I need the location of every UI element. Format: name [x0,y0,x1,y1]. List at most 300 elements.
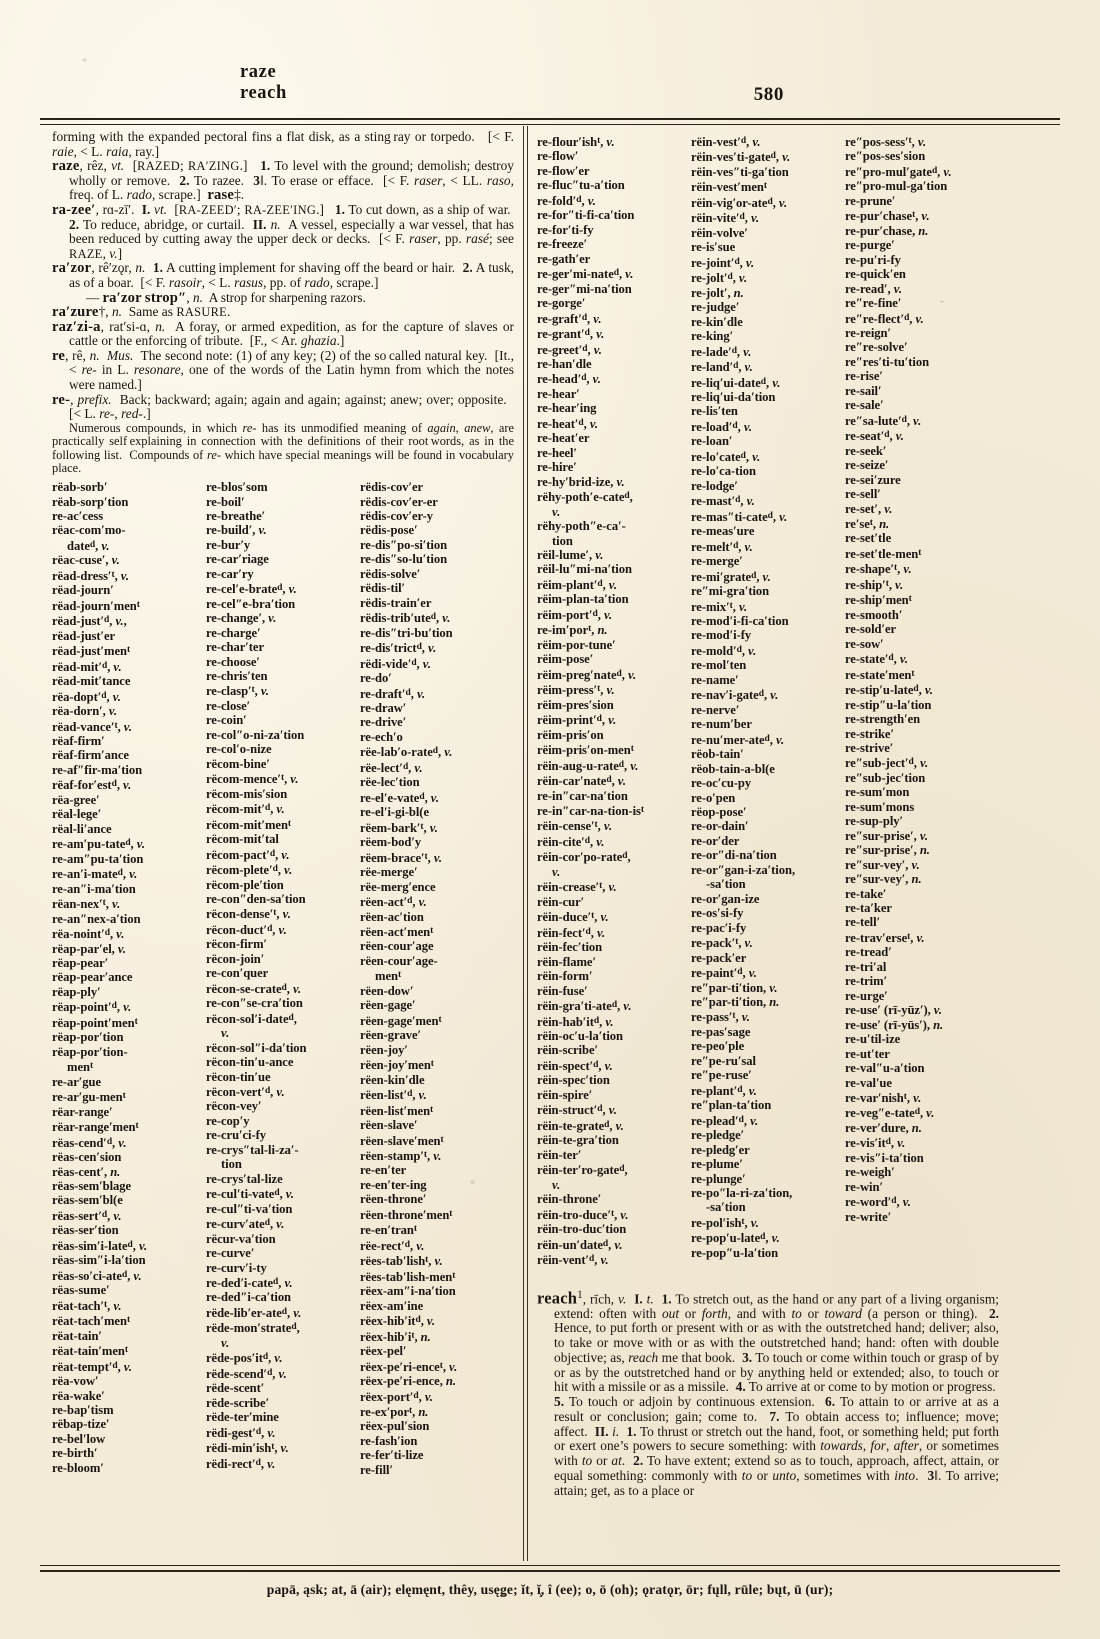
compound-word: $re-in''car-na-tion-is^t$ [537,803,645,818]
compound-word: re-ac′cess [52,508,104,523]
compound-word: re-lo′cate$^d$, v. [691,449,761,464]
compound-word: rëa-gree′ [52,792,100,807]
compound-word: v. [221,1335,230,1350]
compound-word: re″sur-vey′, n. [845,872,922,887]
compound-word: rëen-joy′ [360,1042,408,1057]
compound-word: re-weigh′ [845,1165,895,1180]
compound-word: re″sur-prise′, v. [845,828,928,843]
compound-word: date$^d$, v. [67,538,110,553]
compound-word: re-set′tle [845,531,892,546]
compound-word: re-bap′tism [52,1402,114,1417]
compound-word: $rëdi-rect'^d$, v. [206,1456,276,1471]
compound-word: re″plan-ta′tion [691,1098,772,1113]
compound-word: re-cel′e-brate$^d$, v. [206,582,297,597]
compound-word: $rëin-cense'^t$, v. [537,819,613,834]
compound-word: re-ded′i-cate$^d$, v. [206,1276,293,1290]
compound-word: rëin-spec′tion [537,1073,610,1088]
compound-word: rëen-kin′dle [360,1072,425,1087]
compound-word: re-chris′ten [206,668,268,683]
compound-word: re-read′, v. [845,281,902,296]
compound-word: $rëad-vance'^t$, v. [52,719,132,734]
compound-word: rëdis-train′er [360,595,432,610]
compound-word: rëcon-tin′ue [206,1069,271,1084]
dictionary-entry-razure: ra′zure†, n. Same as RASURE. [52,303,231,320]
compound-word: re-pack′er [691,950,747,965]
compound-word: $re-paint'^d$, v. [691,966,757,981]
compound-word: rëat-tach′men$^t$ [52,1314,131,1329]
compound-word: rëdis-pose′ [360,523,418,538]
compound-word: $re-ship'^t$, v. [845,577,904,592]
compound-word: re-mod′i-fi-ca′tion [691,614,789,629]
compound-word: rëdis-cov′er-er [360,494,438,509]
compound-word: rëim-por-tune′ [537,637,616,652]
compound-word: re-seek′ [845,443,887,458]
compound-word: re-an″i-ma′tion [52,881,136,896]
compound-word: re-sail′ [845,383,882,398]
compound-word: rëar-range′ [52,1104,113,1119]
compound-word: re-state′men$^t$ [845,667,915,682]
compound-word: re-os′si-fy [691,906,744,921]
compound-word: rëde-mon′strate$^d$, [206,1321,300,1336]
paper-speck [470,1180,475,1184]
compound-word: re-fill′ [360,1462,393,1477]
compound-word: $rëad-dress'^t$, v. [52,568,129,583]
compound-word: re″re-solve′ [845,340,908,355]
compound-word: re-val″u-a′tion [845,1061,925,1076]
compound-word: $rëim-port'^d$, v. [537,607,613,622]
compound-word: $re-clasp'^t$, v. [206,684,270,699]
compound-word: re-ta′ker [845,901,892,916]
compound-word: $rëad-just'^d$, v., [52,614,127,629]
dictionary-entry-razor-strop: — ra′zor strop″, n. A strop for sharpening razors. [86,289,366,306]
compound-word: rëes-tab′lish$^t$, v. [360,1254,443,1269]
compound-word: -sa′tion [706,877,746,892]
compound-word: re-num′ber [691,717,752,732]
compound-word: $re-draft'^d$, v. [360,686,426,701]
compound-word: re-flour′ish$^t$, v. [537,135,615,150]
compound-word: rëen-grave′ [360,1028,422,1043]
compound-word: rëaf-firm′ [52,734,105,749]
running-head-words [240,62,287,104]
compound-word: rëcon-vey′ [206,1099,262,1114]
compound-word: rëab-sorb′ [52,480,108,495]
compound-word: re-take′ [845,886,887,901]
right_column-sublist-1 [537,134,691,1268]
compound-word: $rëap-point'^d$, v. [52,1000,132,1015]
compound-word: re-write′ [845,1209,892,1224]
compound-word: $rëim-print'^d$, v. [537,713,617,728]
compound-word: rëab-sorp′tion [52,494,129,509]
compound-word: re-o′pen [691,790,736,805]
compound-word: re-tread′ [845,945,892,960]
compound-word: re-con″se-cra′tion [206,996,303,1011]
page-number: 580 [753,84,784,105]
compound-word: rëen-joy′men$^t$ [360,1058,434,1073]
compound-word: re-stip″u-la′tion [845,697,932,712]
compound-word: re-smooth′ [845,607,903,622]
left-column [52,130,514,1477]
compound-word: $rëde-scend'^d$, v. [206,1366,287,1381]
compound-word: rëa-dorn′, v. [52,704,118,719]
compound-word: rëas-sume′ [52,1283,110,1298]
compound-word: $re-joint'^d$, v. [691,255,755,270]
compound-word: rëen-ac′tion [360,909,424,924]
compound-word: re-pop″u-la′tion [691,1245,779,1260]
compound-word: re-pledg′er [691,1142,750,1157]
compound-word: re-an′i-mate$^d$, v. [52,867,138,882]
compound-word: re-vis″i-ta′tion [845,1150,924,1165]
compound-word: re-po″la-ri-za′tion, [691,1185,793,1200]
compound-word: re-crys′tal-lize [206,1171,283,1186]
compound-word: rëin-ves′ti-gate$^d$, v. [691,150,791,165]
compound-word: rëdis-cov′er [360,480,424,495]
compound-word: re-judge′ [691,300,740,315]
compound-word: $rëem-brace'^t$, v. [360,850,443,865]
compound-word: rëaf-for′est$^d$, v. [52,778,132,793]
compound-word: re-mi′grate$^d$, v. [691,569,771,584]
compound-word: rëad-just′er [52,628,116,643]
compound-word: re″pro-mul-ga′tion [845,179,948,194]
compound-word: re-pledge′ [691,1128,745,1143]
compound-word: re-dis″tri-bu′tion [360,625,453,640]
compound-word: rëin-flame′ [537,954,596,969]
compound-word: re-trim′ [845,974,888,989]
compound-word: re-ar′gue [52,1074,102,1089]
compound-word: re-pol′ish$^t$, v. [691,1215,759,1230]
compound-word: rëde-ter′mine [206,1410,279,1425]
compound-word: rëap-por′tion- [52,1044,128,1059]
compound-word: rëe-lec′tion [360,775,420,790]
compound-word: re-nerve′ [691,702,740,717]
compound-word: rëad-just′men$^t$ [52,644,131,659]
compound-word: re-flow′ [537,149,579,164]
compound-word: re″sur-prise′, n. [845,843,930,858]
compound-word: re-prune′ [845,193,896,208]
compound-word: re-merge′ [691,554,743,569]
compound-word: rëen-dow′ [360,983,414,998]
compound-word: re-crys″tal-li-za′- [206,1142,299,1157]
compound-word: re-han′dle [537,356,592,371]
compound-word: re-purge′ [845,238,895,253]
compound-word: $rëin-duce'^t$, v. [537,910,609,925]
compound-word: $re-vis'it^d$, v. [845,1136,906,1151]
compound-word: $rëim-plant'^d$, v. [537,577,617,592]
compound-word: $rëen-stamp'^t$, v. [360,1149,442,1164]
compound-word: re-pur′chase, n. [845,223,929,238]
compound-word: rëen-throne′men$^t$ [360,1207,453,1222]
compound-word: re-strive′ [845,741,894,756]
compound-word: re-an″nex-a′tion [52,911,141,926]
compound-word: rëex-pul′sion [360,1419,430,1434]
left_column-sublist-1 [52,480,206,1477]
compound-word: re-strike′ [845,726,894,741]
compound-word: $rëcom-mence'^t$, v. [206,772,299,787]
compound-word: re-tri′al [845,959,887,974]
compound-word: re-am″pu-ta′tion [52,851,144,866]
compound-word: re-fluc″tu-a′tion [537,178,625,193]
compound-word: $re-load'^d$, v. [691,419,752,434]
compound-word: re-or′der [691,833,740,848]
compound-word: re-var′nish$^t$, v. [845,1090,922,1105]
compound-word: v. [552,504,561,519]
compound-word: $re''re-flect'^d$, v. [845,311,924,326]
paper-speck [940,300,944,303]
compound-word: $rëad-mit'^d$, v. [52,659,122,674]
compound-word: rëap-ply′ [52,984,101,999]
compound-word: $rëex-hib'i^t$, n. [360,1329,431,1344]
compound-word: rëcon-firm′ [206,937,268,952]
compound-word: rëen-gage′men$^t$ [360,1013,442,1028]
compound-word: re-nu′mer-ate$^d$, v. [691,732,785,747]
compound-word: rëdi-min′ish$^t$, v. [206,1441,289,1456]
compound-word: -sa′tion [706,1200,746,1215]
dictionary-entry-razee: ra-zee′, rɑ-zī′. I. vt. [RA-ZEED′; RA-ZEE′ING.] 1. To cut down, as a ship of war. 2. To reduce, abridge, or curtail. II. n. A vessel, especially a war vessel, that has been reduced by cutting away the upper deck or decks. [< F. raser, pp. rasé; see RAZE, v.] [52,201,514,261]
left-compound-wordlist [52,480,514,1477]
compound-word: re-sum′mons [845,799,915,814]
compound-word: re-heat′er [537,431,590,446]
compound-word: rëcom-bine′ [206,756,270,771]
compound-word: re-ship′men$^t$ [845,593,912,608]
compound-word: re-col″o-ni-za′tion [206,727,305,742]
compound-word: $rëat-tempt'^d$, v. [52,1359,132,1374]
compound-word: re-kin′dle [691,314,743,329]
compound-word: $rëin-fect'^d$, v. [537,925,606,940]
compound-word: $rëas-cend'^d$, v. [52,1135,127,1150]
dictionary-entry-razor: ra′zor, rê′zǫr, n. 1. A cutting implement for shaving off the beard or hair. 2. A tusk, as of a boar. [< F. rasoir, < L. rasus, pp. of rado, scrape.] [52,260,514,290]
compound-word: re-bloom′ [52,1460,104,1475]
compound-word: $re-head'^d$, v. [537,372,601,387]
compound-word: rëdis-cov′er-y [360,508,434,523]
compound-word: rëap-pear′ance [52,970,133,985]
compound-word: re-el′i-gi-bl(e [360,805,429,820]
running-head-first-word: raze [240,62,277,82]
compound-word: re-or″gan-i-za′tion, [691,862,796,877]
compound-word: $re''sa-lute'^d$, v. [845,413,922,428]
compound-word: rëin-spire′ [537,1087,593,1102]
compound-word: $rëin-tro-duce'^t$, v. [537,1207,629,1222]
compound-word: rëad-journ′men$^t$ [52,598,140,613]
compound-word: re″sub-jec′tion [845,770,926,785]
compound-word: rëen-list′men$^t$ [360,1103,434,1118]
compound-word: re″pe-ru′sal [691,1053,756,1068]
compound-word: $re-greet'^d$, v. [537,342,602,357]
compound-word: $re-mix'^t$, v. [691,599,748,614]
compound-word: re-win′ [845,1179,883,1194]
compound-word: re-sow′ [845,636,884,651]
compound-word: re-hear′ [537,386,580,401]
compound-word: rëde-scent′ [206,1381,265,1396]
compound-word: re-in″car-na′tion [537,788,628,803]
compound-word: $rëdi-vide'^d$, v. [360,656,431,671]
compound-word: re-oc′cu-py [691,776,752,791]
compound-word: re-dis″po-si′tion [360,537,448,552]
header-rule [40,118,1060,125]
compound-word: rëin-ter′ro-gate$^d$, [537,1163,628,1178]
compound-word: re-plume′ [691,1157,743,1172]
compound-word: re-strength′en [845,712,921,727]
compound-word: tion [221,1157,242,1172]
compound-word: rëde-lib′er-ate$^d$, v. [206,1305,302,1320]
dictionary-entry-re-note: re, rê, n. Mus. The second note: (1) of any key; (2) of the so called natural key. [It., < re- in L. resonare, one of the words of the Latin hymn from which the notes were named.] [52,347,515,392]
compound-word: re-fer′ti-lize [360,1448,424,1463]
compound-word: rëob-tain′ [691,747,744,762]
compound-note: Numerous compounds, in which re- has its unmodified meaning of again, anew, are practically self explaining in connection with the definitions of their root words, as in the following list. Compounds of re- which have special meanings will be found in vocabulary place. [52,420,515,476]
dictionary-entry-ray-continuation: forming with the expanded pectoral fins a flat disk, as a sting ray or torpedo. [< F. raie, < L. raia, ray.] [52,129,514,159]
compound-word: rëcon-se-crate$^d$, v. [206,981,302,996]
compound-word: rëil-lu″mi-na′tion [537,562,632,577]
compound-word: re-am′pu-tate$^d$, v. [52,837,145,852]
compound-word: rëin-form′ [537,969,593,984]
compound-word: re-mol′ten [691,658,747,673]
compound-word: $re-pack'^t$, v. [691,936,753,951]
compound-word: rëin-volve′ [691,225,748,240]
compound-word: $re-melt'^d$, v. [691,539,753,554]
compound-word: rëin-aug-u-rate$^d$, v. [537,758,639,773]
compound-word: $rëen-list'^d$, v. [360,1088,427,1103]
compound-word: re-mod′i-fy [691,628,752,643]
pronunciation-key: papā, ąsk; at, ā (air); elęmęnt, thêy, usęǥe; ĭt, ĭ̧, î (ee); o, ō (oh); ǫratǫr, ōr; fųll, rūle; bųt, ū (ur); [266,1582,834,1597]
compound-word: re-set′, v. [845,501,893,516]
compound-word: rëcom-mit′tal [206,832,279,847]
compound-word: $re-mold'^d$, v. [691,643,757,658]
column-divider [523,126,528,1561]
compound-word: re″par-ti′tion, v. [691,980,778,995]
compound-word: re-dis″so-lu′tion [360,552,448,567]
compound-word: rëex-pe′ri-ence$^t$, v. [360,1359,458,1374]
compound-word: re-king′ [691,329,734,344]
compound-word: re-pas′sage [691,1024,751,1039]
compound-word: rëil-lume′, v. [537,547,604,562]
compound-word: $re'se^t$, n. [845,517,890,531]
compound-word: $re-plead'^d$, v. [691,1113,759,1128]
compound-word: re-sell′ [845,487,881,502]
compound-word: re-sei′zure [845,472,901,487]
compound-word: re-or″di-na′tion [691,848,777,863]
compound-word: rëas-sem′blage [52,1178,132,1193]
compound-word: rëen-gage′ [360,998,416,1013]
compound-word: rëas-cen′sion [52,1150,122,1165]
compound-word: re-tell′ [845,915,881,930]
compound-word: $re-pass'^t$, v. [691,1010,750,1025]
compound-word: re-sup-ply′ [845,814,904,829]
compound-word: rëcom-mit′men$^t$ [206,817,292,832]
compound-word: re-sum′mon [845,785,910,800]
compound-word: re-change′, v. [206,611,277,626]
compound-word: rëas-cent′, n. [52,1164,121,1179]
compound-word: rëdis-solve′ [360,566,421,581]
compound-word: $re-plant'^d$, v. [691,1083,757,1098]
compound-word: rëhy-poth′e-cate$^d$, [537,490,633,505]
compound-word: v. [552,1177,561,1192]
compound-word: re-el′e-vate$^d$, v. [360,790,439,805]
compound-word: rëex-am″i-na′tion [360,1284,456,1299]
compound-word: rëop-pose′ [691,805,747,820]
compound-word: $rëe-lect'^d$, v. [360,760,423,775]
compound-word: re-build′, v. [206,523,267,538]
compound-word: re-hear′ing [537,401,597,416]
compound-word: re″pe-ruse′ [691,1068,752,1083]
compound-word: re-rise′ [845,369,883,384]
compound-word: re-im′por$^t$, n. [537,623,608,638]
compound-word: $rëim-press'^t$, v. [537,683,615,698]
compound-word: re-flow′er [537,163,590,178]
compound-word: rëdis-trib′ute$^d$, v. [360,611,451,626]
compound-word: rëin-throne′ [537,1192,602,1207]
footer-rule [40,1565,1060,1572]
compound-word: $re-land'^d$, v. [691,360,753,375]
compound-word: rëat-tain′men$^t$ [52,1344,128,1359]
compound-word: re-ech′o [360,729,403,744]
compound-word: $re-fold'^d$, v. [537,193,596,208]
compound-word: re-urge′ [845,988,888,1003]
compound-word: $rëex-hib'it^d$, v. [360,1314,436,1329]
compound-word: men$^t$ [375,969,402,984]
compound-word: rëbap-tize′ [52,1417,110,1432]
compound-word: re-val′ue [845,1075,892,1090]
compound-word: re-bel′low [52,1431,106,1446]
compound-word: $rëin-vite'^d$, v. [691,211,760,226]
compound-word: re-do′ [360,671,392,686]
compound-word: $re-jolt'^d$, v. [691,271,748,286]
compound-word: re-en′ter-ing [360,1177,427,1192]
compound-word: re-sold′er [845,622,897,637]
compound-word: $rëen-act'^d$, v. [360,895,427,910]
compound-word: rëcon-join′ [206,951,265,966]
compound-word: $rëin-cite'^d$, v. [537,834,605,849]
compound-word: $rëas-sert'^d$, v. [52,1208,122,1223]
compound-word: re-for″ti-fi-ca′tion [537,208,635,223]
left-entries [52,130,514,422]
compound-word: re-hy′brid-ize, v. [537,474,625,489]
compound-word: re-sale′ [845,398,884,413]
compound-word: rëin-vest′men$^t$ [691,180,767,195]
compound-word: rëap-pear′ [52,955,109,970]
compound-word: re-charge′ [206,625,261,640]
compound-word: re-dis′trict$^d$, v. [360,641,437,656]
compound-word: re-use′ (rī-yūs′), n. [845,1017,944,1032]
compound-word: rëcom-ple′tion [206,877,284,892]
compound-word: $rëcon-dense'^t$, v. [206,907,291,922]
compound-word: rëas-sem′bl(e [52,1193,123,1208]
compound-word: rëin-tro-duc′tion [537,1222,627,1237]
compound-word: $rëcom-mit'^d$, v. [206,802,285,817]
compound-word: rëhy-poth″e-ca′- [537,519,626,534]
compound-word: rëin-ter′ [537,1147,582,1162]
left_column-sublist-2 [206,480,360,1477]
right_column-sublist-3 [845,134,999,1268]
compound-word: re-name′ [691,672,739,687]
compound-word: $rëin-hab'it^d$, v. [537,1014,614,1029]
compound-word: re-nav′i-gate$^d$, v. [691,688,779,703]
compound-word: re-lo′ca-tion [691,464,756,479]
compound-word: $re-seat'^d$, v. [845,429,904,444]
paper-speck [82,58,87,62]
compound-word: re-mas″ti-cate$^d$, v. [691,509,788,524]
compound-word: rëas-so′ci-ate$^d$, v. [52,1268,142,1283]
compound-word: rëat-tain′ [52,1328,102,1343]
compound-word: rëin-un′date$^d$, v. [537,1237,623,1252]
dictionary-entry-re-prefix: re-, prefix. Back; backward; again; again and again; against; anew; over; opposite. [< L. re-, red-.] [52,391,514,422]
compound-word: rëin-oc′u-la′tion [537,1029,623,1044]
compound-word: rëim-pris′on-men$^t$ [537,743,634,758]
compound-word: re-plunge′ [691,1171,746,1186]
compound-word: re-ut′ter [845,1046,890,1061]
compound-word: re-jolt′, n. [691,285,744,300]
compound-word: re-trav′erse$^t$, v. [845,930,925,945]
compound-word: rëen-slave′ [360,1118,418,1133]
compound-word: re-curv′i-ty [206,1260,267,1275]
compound-word: re-liq′ui-da′tion [691,390,776,405]
